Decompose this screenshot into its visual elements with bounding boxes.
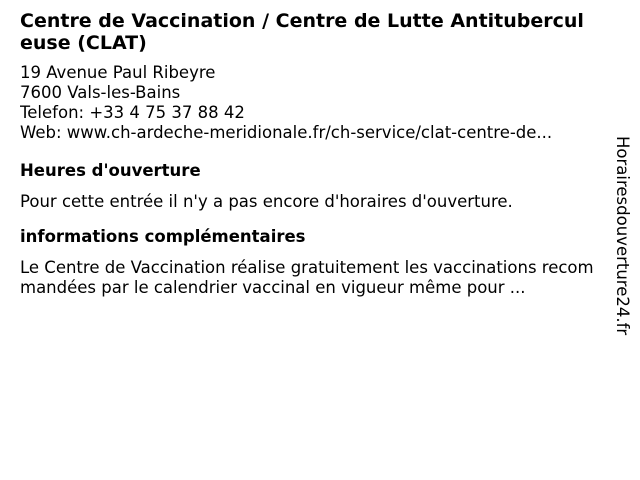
opening-hours-heading: Heures d'ouverture: [20, 161, 201, 180]
listing-card: [20, 10, 596, 298]
phone-number[interactable]: Telefon: +33 4 75 37 88 42: [20, 103, 245, 122]
additional-info-heading: informations complémentaires: [20, 227, 306, 246]
site-brand-watermark: Horairesdouverture24.fr: [613, 136, 632, 336]
website-link[interactable]: Web: www.ch-ardeche-meridionale.fr/ch-service/clat-centre-de...: [20, 123, 553, 142]
city-address: 7600 Vals-les-Bains: [20, 83, 181, 102]
street-address: 19 Avenue Paul Ribeyre: [20, 63, 216, 82]
address-block: [20, 63, 596, 143]
opening-hours-text: Pour cette entrée il n'y a pas encore d'horaires d'ouverture.: [20, 192, 513, 211]
additional-info-text: Le Centre de Vaccination réalise gratuitement les vaccinations recommandées par le calendrier vaccinal en vigueur même pour ...: [20, 258, 594, 297]
listing-title: Centre de Vaccination / Centre de Lutte Antituberculeuse (CLAT): [20, 10, 584, 54]
